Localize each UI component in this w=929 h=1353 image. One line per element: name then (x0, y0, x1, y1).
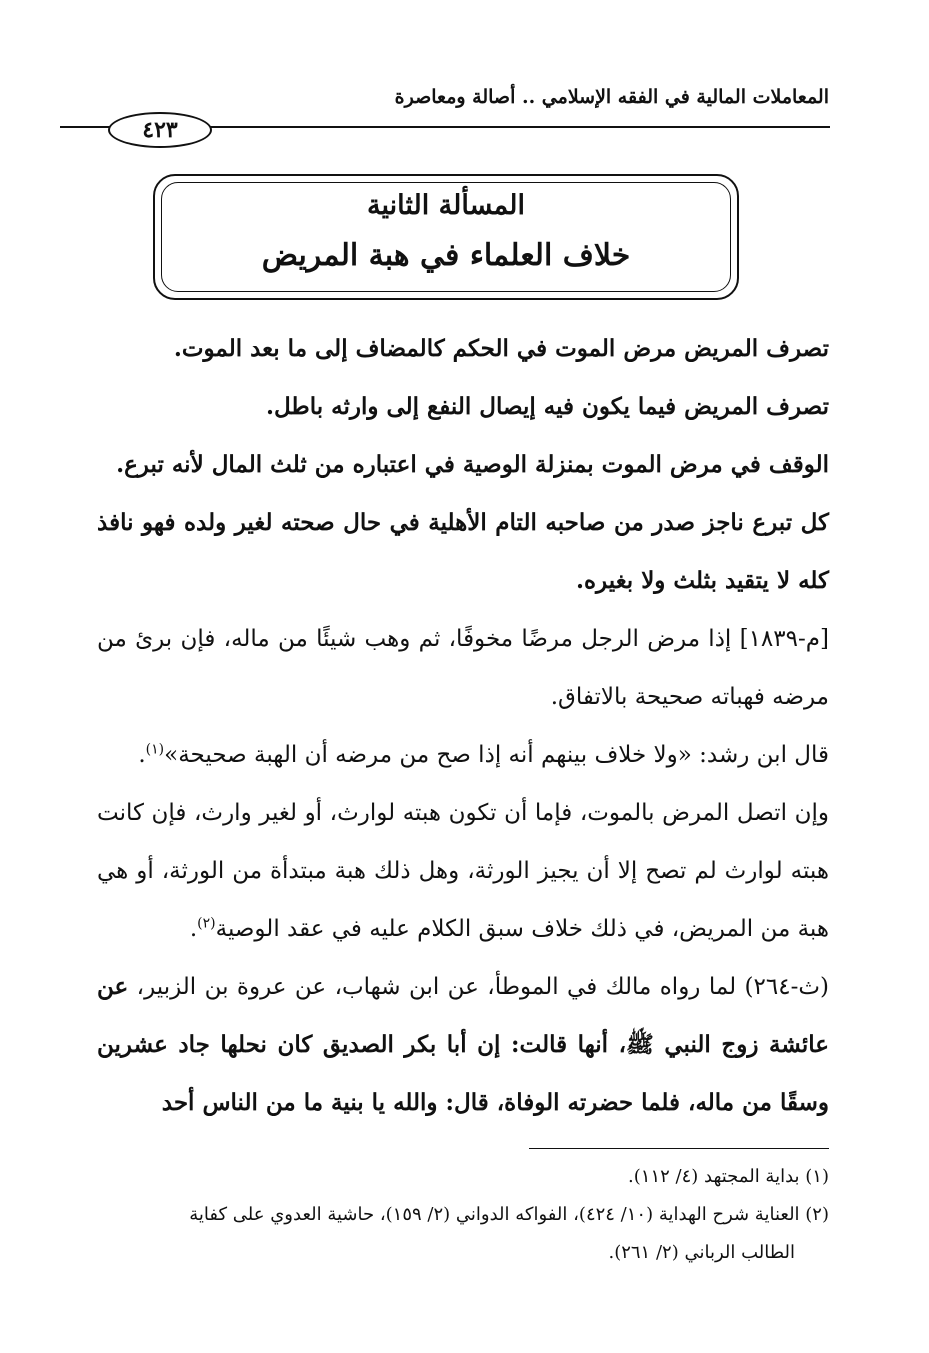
footnote-2-line-1: (٢) العناية شرح الهداية (١٠/ ٤٢٤)، الفواكه الدواني (٢/ ١٥٩)، حاشية العدوي على كفاية (189, 1204, 829, 1225)
footnote-ref-2: (٢) (197, 915, 216, 932)
summary-rule-1: تصرف المريض مرض الموت في الحكم كالمضاف إلى ما بعد الموت. (173, 335, 829, 362)
body-text (97, 320, 829, 1132)
issue-paragraph: [م-١٨٣٩] إذا مرض الرجل مرضًا مخوفًا، ثم وهب شيئًا من ماله، فإن برئ من مرضه فهباته صحيحة بالاتفاق. (97, 626, 829, 710)
page-number: ٤٢٣ (108, 112, 212, 148)
footnote-ref-1: (١) (145, 741, 165, 758)
section-title-line-2: خلاف العلماء في هبة المريض (261, 238, 631, 273)
summary-rule-4: كل تبرع ناجز صدر من صاحبه التام الأهلية في حال صحته لغير ولده فهو نافذ كله لا يتقيد بثلث ولا بغيره. (97, 509, 829, 594)
quote-text: قال ابن رشد: «ولا خلاف بينهم أنه إذا صح من مرضه أن الهبة صحيحة» (164, 742, 829, 768)
footnotes (89, 1158, 829, 1272)
summary-rule-2: تصرف المريض فيما يكون فيه إيصال النفع إلى وارثه باطل. (265, 393, 829, 420)
heir-gift-end: . (189, 916, 198, 942)
summary-rule-3: الوقف في مرض الموت بمنزلة الوصية في اعتباره من ثلث المال لأنه تبرع. (116, 451, 829, 478)
hadith-paragraph (97, 958, 829, 1132)
quote-end: . (138, 742, 146, 768)
hadith-text: عن عائشة زوج النبي ﷺ، أنها قالت: إن أبا بكر الصديق كان نحلها جاد عشرين وسقًا من ماله، فلما حضرته الوفاة، قال: والله يا بنية ما من الناس أحد (97, 973, 829, 1116)
heir-gift-paragraph (97, 784, 829, 958)
section-title-box (153, 174, 739, 300)
hadith-chain: (ث-٢٦٤) لما رواه مالك في الموطأ، عن ابن شهاب، عن عروة بن الزبير، (128, 974, 829, 1000)
footnote-1: (١) بداية المجتهد (٤/ ١١٢). (628, 1166, 829, 1187)
running-title: المعاملات المالية في الفقه الإسلامي .. أصالة ومعاصرة (394, 86, 829, 108)
footnote-2-line-2: الطالب الرباني (٢/ ٢٦١). (608, 1242, 795, 1263)
footnote-rule (529, 1148, 829, 1149)
section-title-line-1: المسألة الثانية (367, 190, 525, 221)
heir-gift-text: وإن اتصل المرض بالموت، فإما أن تكون هبته لوارث، أو لغير وارث، فإن كانت هبته لوارث لم تصح إلا أن يجيز الورثة، وهل ذلك هبة مبتدأة من الورثة، أو هي هبة من المريض، في ذلك خلاف سبق الكلام عليه في عقد الوصية (97, 800, 829, 942)
ibn-rushd-quote (97, 726, 829, 784)
